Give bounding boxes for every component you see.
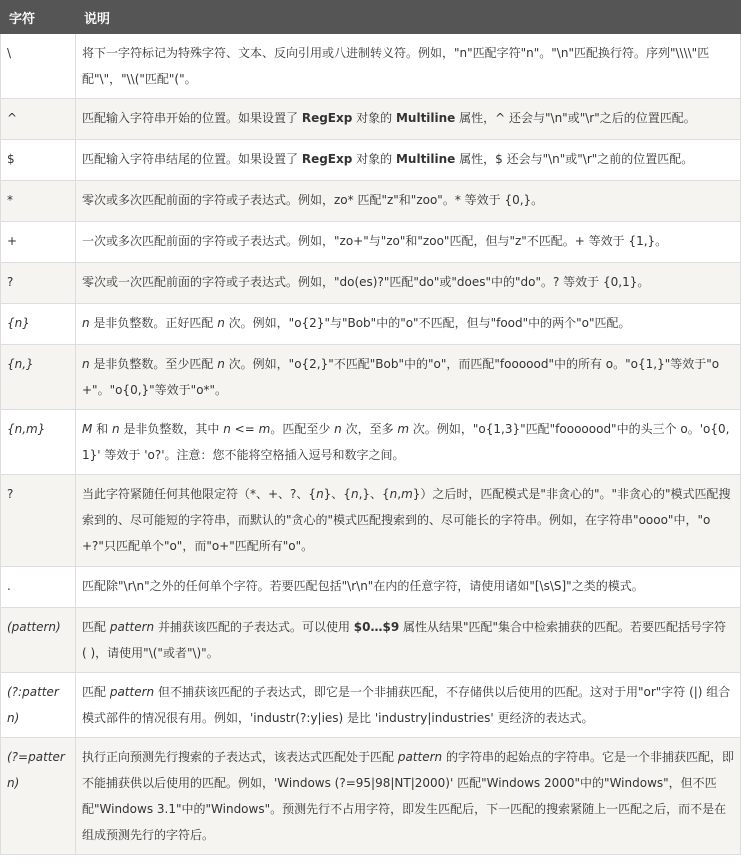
desc-text: 属性，^ 还会与"\n"或"\r"之后的位置匹配。	[455, 111, 696, 125]
desc-italic: n	[350, 487, 359, 501]
desc-italic: n	[82, 316, 90, 330]
desc-text: 执行正向预测先行搜索的子表达式，该表达式匹配处于匹配	[82, 750, 398, 764]
desc-italic: m	[258, 422, 271, 436]
char-text: ^	[7, 111, 18, 125]
table-row	[1, 140, 741, 181]
desc-cell	[76, 99, 741, 140]
char-cell	[1, 263, 76, 304]
table-row	[1, 99, 741, 140]
desc-text: <=	[230, 422, 259, 436]
char-cell	[1, 99, 76, 140]
desc-text: 次，至多	[341, 422, 398, 436]
char-text: (?:pattern)	[7, 685, 59, 725]
desc-text: 次。例如，"o{1,3}"匹配"fooooood"中的头三个 o。'o{0,1}' 等效于 'o?'。注意：您不能将空格插入逗号和数字之间。	[82, 422, 730, 462]
desc-bold: Multiline	[395, 152, 456, 166]
desc-text: 的字符串的起始点的字符串。它是一个非捕获匹配，即不能捕获供以后使用的匹配。例如，'Windows (?=95|98|NT|2000)' 匹配"Windows 2000"中的"Windows"，但不匹配"Windows 3.1"中的"Windows"。预测先行不占用字符，即发生匹配后，下一匹配的搜索紧随上一匹配之后，而不是在组成预测先行的字符后。	[82, 750, 734, 842]
char-text: +	[7, 234, 18, 248]
char-text: (?=pattern)	[7, 750, 65, 790]
desc-text: 次。例如，"o{2}"与"Bob"中的"o"不匹配，但与"food"中的两个"o"匹配。	[224, 316, 631, 330]
char-cell	[1, 181, 76, 222]
desc-italic: n	[82, 357, 90, 371]
char-text: \	[7, 46, 12, 60]
desc-cell	[76, 34, 741, 99]
desc-text: 是非负整数，其中	[119, 422, 224, 436]
desc-cell	[76, 567, 741, 608]
char-cell	[1, 304, 76, 345]
desc-text: 并捕获该匹配的子表达式。可以使用	[154, 620, 354, 634]
char-cell	[1, 34, 76, 99]
table-row	[1, 34, 741, 99]
desc-text: 匹配除"\r\n"之外的任何单个字符。若要匹配包括"\r\n"在内的任意字符，请使用诸如"[\s\S]"之类的模式。	[82, 579, 644, 593]
char-text: .	[7, 579, 11, 593]
desc-cell	[76, 673, 741, 738]
char-cell	[1, 738, 76, 855]
table-row	[1, 475, 741, 567]
desc-text: 零次或一次匹配前面的字符或子表达式。例如，"do(es)?"匹配"do"或"does"中的"do"。? 等效于 {0,1}。	[82, 275, 650, 289]
table-row	[1, 263, 741, 304]
table-row	[1, 673, 741, 738]
desc-text: 属性从结果"匹配"集合中检索捕获的匹配。若要匹配括号字符 ( )，请使用"\("或者"\)"。	[82, 620, 727, 660]
desc-text: 是非负整数。正好匹配	[89, 316, 218, 330]
char-cell	[1, 608, 76, 673]
char-text: $	[7, 152, 15, 166]
char-cell	[1, 475, 76, 567]
desc-cell	[76, 345, 741, 410]
desc-text: 将下一字符标记为特殊字符、文本、反向引用或八进制转义符。例如，"n"匹配字符"n"。"\n"匹配换行符。序列"\\\\"匹配"\"，"\\("匹配"("。	[82, 46, 710, 86]
desc-text: ,	[397, 487, 402, 501]
char-cell	[1, 345, 76, 410]
desc-text: }、{	[323, 487, 351, 501]
desc-bold: $0…$9	[353, 620, 400, 634]
desc-cell	[76, 140, 741, 181]
char-cell	[1, 222, 76, 263]
desc-italic: n	[112, 422, 120, 436]
desc-italic: pattern	[397, 750, 443, 764]
desc-cell	[76, 608, 741, 673]
desc-text: 次。例如，"o{2,}"不匹配"Bob"中的"o"，而匹配"foooood"中的所有 o。"o{1,}"等效于"o+"。"o{0,}"等效于"o*"。	[82, 357, 720, 397]
desc-text: 但不捕获该匹配的子表达式，即它是一个非捕获匹配，不存储供以后使用的匹配。这对于用"or"字符 (|) 组合模式部件的情况很有用。例如，'industr(?:y|ies) 是比 'industry|industries' 更经济的表达式。	[82, 685, 731, 725]
table-row	[1, 222, 741, 263]
desc-text: 当此字符紧随任何其他限定符（*、+、?、{	[82, 487, 317, 501]
desc-text: 匹配	[82, 620, 110, 634]
desc-bold: Multiline	[395, 111, 456, 125]
char-text: (pattern)	[7, 620, 61, 634]
char-cell	[1, 140, 76, 181]
desc-italic: n	[217, 316, 225, 330]
desc-text: 匹配	[82, 685, 110, 699]
desc-text: 匹配输入字符串开始的位置。如果设置了	[82, 111, 302, 125]
desc-text: 和	[92, 422, 112, 436]
desc-italic: M	[82, 422, 93, 436]
char-text: *	[7, 193, 13, 207]
desc-cell	[76, 304, 741, 345]
desc-text: }）之后时，匹配模式是"非贪心的"。"非贪心的"模式匹配搜索到的、尽可能短的字符串，而默认的"贪心的"模式匹配搜索到的、尽可能长的字符串。例如，在字符串"oooo"中，"o+?"只匹配单个"o"，而"o+"匹配所有"o"。	[82, 487, 731, 553]
char-cell	[1, 673, 76, 738]
char-cell	[1, 567, 76, 608]
char-text: {n}	[7, 316, 30, 330]
desc-italic: n	[223, 422, 231, 436]
header-char: 字符	[1, 1, 76, 34]
header-description: 说明	[76, 1, 741, 34]
table-row	[1, 608, 741, 673]
desc-italic: n	[316, 487, 324, 501]
table-row	[1, 181, 741, 222]
table-row	[1, 567, 741, 608]
desc-cell	[76, 222, 741, 263]
desc-italic: n	[334, 422, 342, 436]
desc-italic: m	[397, 422, 410, 436]
table-row	[1, 304, 741, 345]
desc-text: 属性，$ 还会与"\n"或"\r"之前的位置匹配。	[455, 152, 694, 166]
table-header-row	[1, 1, 741, 34]
desc-text: 是非负整数。至少匹配	[89, 357, 218, 371]
char-text: ?	[7, 275, 14, 289]
desc-text: 一次或多次匹配前面的字符或子表达式。例如，"zo+"与"zo"和"zoo"匹配，但与"z"不匹配。+ 等效于 {1,}。	[82, 234, 668, 248]
char-text: ?	[7, 487, 14, 501]
desc-bold: RegExp	[301, 152, 353, 166]
desc-bold: RegExp	[301, 111, 353, 125]
desc-italic: m	[401, 487, 413, 501]
desc-cell	[76, 410, 741, 475]
table-row	[1, 410, 741, 475]
desc-text: 。匹配至少	[270, 422, 335, 436]
desc-cell	[76, 181, 741, 222]
desc-cell	[76, 263, 741, 304]
desc-italic: pattern	[109, 620, 155, 634]
desc-text: 零次或多次匹配前面的字符或子表达式。例如，zo* 匹配"z"和"zoo"。* 等效于 {0,}。	[82, 193, 544, 207]
desc-cell	[76, 738, 741, 855]
desc-text: 对象的	[352, 152, 396, 166]
char-text: {n,m}	[7, 422, 46, 436]
desc-italic: n	[217, 357, 225, 371]
desc-italic: pattern	[109, 685, 155, 699]
desc-italic: n	[389, 487, 398, 501]
table-row	[1, 738, 741, 855]
desc-cell	[76, 475, 741, 567]
desc-text: 对象的	[352, 111, 396, 125]
desc-text: ,}、{	[358, 487, 390, 501]
table-row	[1, 345, 741, 410]
desc-text: 匹配输入字符串结尾的位置。如果设置了	[82, 152, 302, 166]
char-text: {n,}	[7, 357, 34, 371]
char-cell	[1, 410, 76, 475]
